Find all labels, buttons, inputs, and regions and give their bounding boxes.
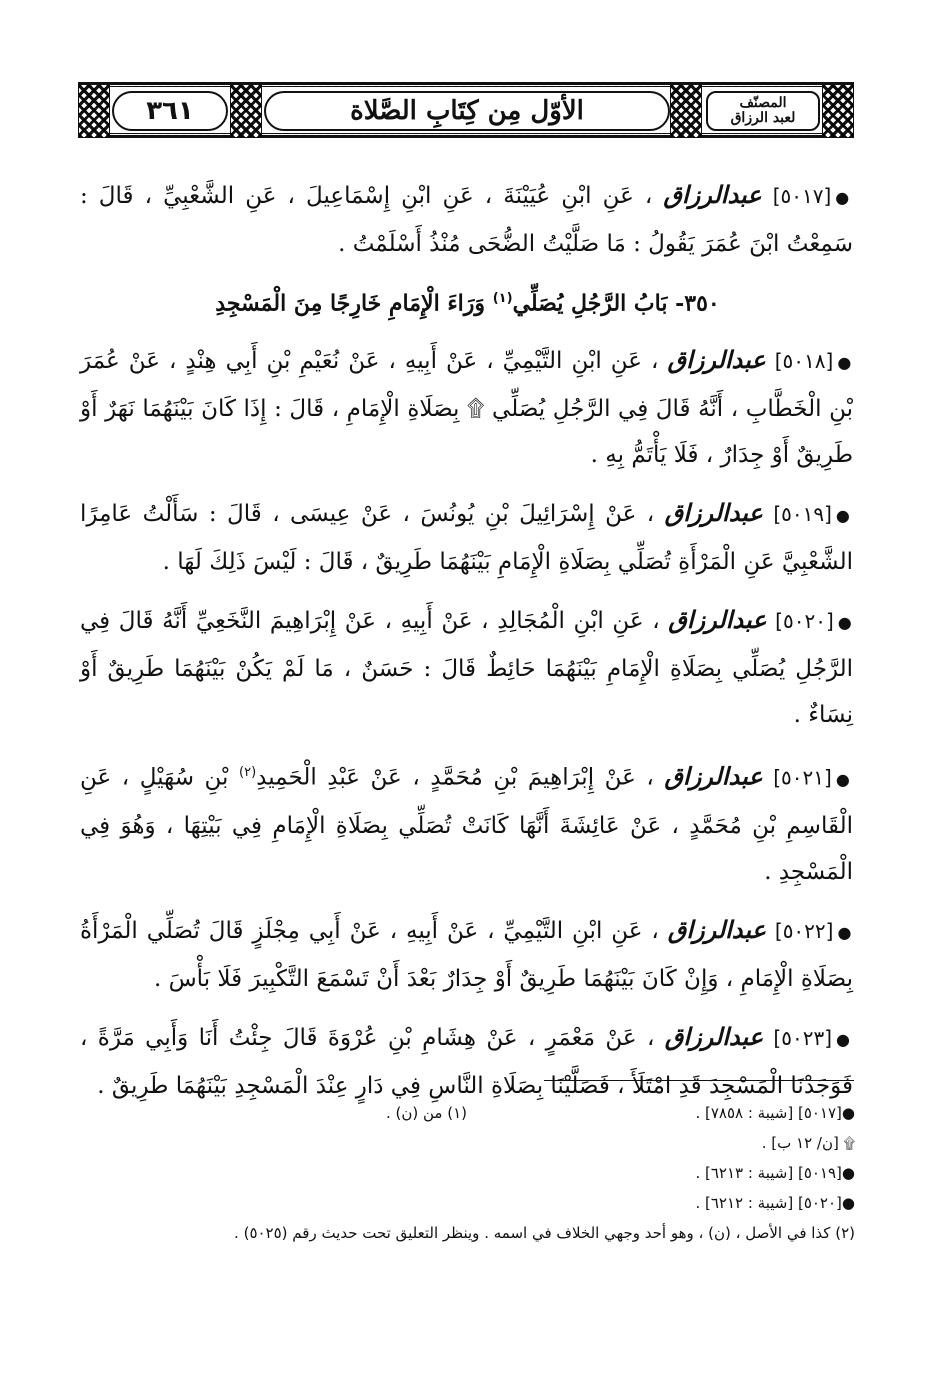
hadith-text: ، عَنِ ابْنِ التَّيْمِيِّ ، عَنْ أَبِيهِ ، عَنْ نُعَيْمِ بْنِ أَبِي هِنْدٍ ، عَنْ عُمَرَ بْنِ الْخَطَّابِ ، أَنَّهُ قَالَ فِي الرَّجُلِ يُصَلِّي ۩ بِصَلَاةِ الْإِمَامِ ، قَالَ : إِذَا كَانَ بَيْنَهُمَا نَهَرٌ أَوْ طَرِيقٌ أَوْ جِدَارٌ ، فَلَا يَأْتَمُّ بِهِ . <box>80 348 853 469</box>
footnotes <box>80 1098 855 1248</box>
ornament-knot-icon <box>78 84 110 138</box>
seal-line-1: المصنّف <box>739 95 787 111</box>
footnote-2: (٢) كذا في الأصل ، (ن) ، وهو أحد وجهي الخلاف في اسمه . وينظر التعليق تحت حديث رقم (٥٠٢٥) . <box>234 1224 855 1242</box>
footnote-separator <box>544 1080 854 1081</box>
hadith-entry <box>80 337 855 478</box>
footnote-marker: (١) <box>492 291 513 306</box>
narrator-name: عبدالرزاق <box>668 605 767 635</box>
hadith-number: [٥٠١٨] <box>774 349 834 374</box>
manuscript-folio-note: ۩ [ن/ ١٢ ب] . <box>761 1134 855 1152</box>
footnote-row <box>80 1098 855 1128</box>
page-number-cartouche <box>112 91 228 131</box>
hadith-entry <box>80 490 855 585</box>
chapter-title-part-1: بَابُ الرَّجُلِ يُصَلِّي <box>512 290 668 317</box>
main-text <box>80 172 855 1121</box>
hadith-text-part-2: بْنِ سُهَيْلٍ ، عَنِ الْقَاسِمِ بْنِ مُحَمَّدٍ ، عَنْ عَائِشَةَ أَنَّهَا كَانَتْ تُصَلِّي بِصَلَاةِ الْإِمَامِ فِي بَيْتِهَا ، وَهُوَ فِي الْمَسْجِدِ . <box>80 764 853 885</box>
running-title: الأوّل مِن كِتَابِ الصَّلاة <box>350 96 584 126</box>
hadith-text-part-1: ، عَنْ إِبْرَاهِيمَ بْنِ مُحَمَّدٍ ، عَنْ عَبْدِ الْحَمِيدِ <box>256 764 654 791</box>
footnote-row <box>80 1158 855 1188</box>
hadith-number: [٥٠١٧] <box>772 184 832 208</box>
footnote-row <box>80 1188 855 1218</box>
ornament-knot-icon <box>230 84 262 138</box>
chapter-number: ٣٥٠- <box>675 290 720 317</box>
footnote-1: (١) من (ن) . <box>385 1104 467 1122</box>
narrator-name: عبدالرزاق <box>664 1021 764 1051</box>
ornament-knot-icon <box>822 84 854 138</box>
bullet-icon: ● <box>835 506 853 526</box>
bullet-icon: ● <box>837 353 853 373</box>
footnote-source: [٥٠٢٠] [شيبة : ٦٢١٢] . <box>695 1194 842 1212</box>
seal-line-2: لعبد الرزاق <box>730 110 796 126</box>
hadith-entry <box>80 750 855 895</box>
footnote-source: [٥٠١٧] [شيبة : ٧٨٥٨] . <box>695 1104 842 1122</box>
page-number: ٣٦١ <box>146 96 194 126</box>
hadith-number: [٥٠١٩] <box>773 502 832 527</box>
hadith-entry <box>80 1014 855 1109</box>
footnote-source: [٥٠١٩] [شيبة : ٦٢١٣] . <box>695 1164 842 1182</box>
narrator-name: عبدالرزاق <box>664 498 763 528</box>
hadith-number: [٥٠٢٠] <box>775 609 834 634</box>
narrator-name: عبدالرزاق <box>664 761 763 791</box>
chapter-title-part-2: وَرَاءَ الْإِمَامِ خَارِجًا مِنَ الْمَسْجِدِ <box>215 290 486 317</box>
chapter-heading <box>80 279 855 323</box>
hadith-entry <box>80 907 855 1002</box>
ornament-knot-icon <box>670 84 702 138</box>
bullet-icon: ● <box>841 1164 855 1182</box>
bullet-icon: ● <box>841 1104 855 1122</box>
hadith-entry <box>80 597 855 738</box>
bullet-icon: ● <box>837 922 854 942</box>
page-header <box>78 82 854 138</box>
running-title-cartouche <box>264 91 670 131</box>
book-seal <box>706 91 820 131</box>
hadith-text: ، عَنِ ابْنِ عُيَيْنَةَ ، عَنِ ابْنِ إِسْمَاعِيلَ ، عَنِ الشَّعْبِيِّ ، قَالَ : سَمِعْتُ ابْنَ عُمَرَ يَقُولُ : مَا صَلَّيْتُ الضُّحَى مُنْذُ أَسْلَمْتُ . <box>80 183 853 257</box>
hadith-number: [٥٠٢٣] <box>773 1025 833 1050</box>
hadith-number: [٥٠٢٢] <box>774 918 834 943</box>
bullet-icon: ● <box>836 1029 854 1049</box>
hadith-text: ، عَنِ ابْنِ التَّيْمِيِّ ، عَنْ أَبِيهِ ، عَنْ أَبِي مِجْلَزٍ قَالَ تُصَلِّي الْمَرْأَةُ بِصَلَاةِ الْإِمَامِ ، وَإِنْ كَانَ بَيْنَهُمَا طَرِيقٌ أَوْ جِدَارٌ بَعْدَ أَنْ تَسْمَعَ التَّكْبِيرَ فَلَا بَأْسَ . <box>80 917 853 992</box>
narrator-name: عبدالرزاق <box>667 345 766 375</box>
hadith-text: ، عَنْ إِسْرَائِيلَ بْنِ يُونُسَ ، عَنْ عِيسَى ، قَالَ : سَأَلْتُ عَامِرًا الشَّعْبِيَّ عَنِ الْمَرْأَةِ تُصَلِّي بِصَلَاةِ الْإِمَامِ بَيْنَهُمَا طَرِيقٌ ، قَالَ : لَيْسَ ذَلِكَ لَهَا . <box>80 501 853 576</box>
bullet-icon: ● <box>837 613 854 633</box>
footnote-marker: (٢) <box>239 765 257 781</box>
hadith-text: ، عَنْ مَعْمَرٍ ، عَنْ هِشَامِ بْنِ عُرْوَةَ قَالَ جِئْتُ أَنَا وَأَبِي مَرَّةً ، فَوَجَدْنَا الْمَسْجِدَ قَدِ امْتَلَأَ ، فَصَلَّيْنَا بِصَلَاةِ النَّاسِ فِي دَارٍ عِنْدَ الْمَسْجِدِ بَيْنَهُمَا طَرِيقٌ . <box>80 1024 853 1099</box>
footnote-row <box>80 1128 855 1158</box>
hadith-text: ، عَنِ ابْنِ الْمُجَالِدِ ، عَنْ أَبِيهِ ، عَنْ إِبْرَاهِيمَ النَّخَعِيِّ أَنَّهُ قَالَ فِي الرَّجُلِ يُصَلِّي بِصَلَاةِ الْإِمَامِ بَيْنَهُمَا حَائِطٌ قَالَ : حَسَنٌ ، مَا لَمْ يَكُنْ بَيْنَهُمَا طَرِيقٌ أَوْ نِسَاءٌ . <box>80 608 853 729</box>
hadith-entry <box>80 172 855 267</box>
hadith-number: [٥٠٢١] <box>773 765 832 790</box>
narrator-name: عبدالرزاق <box>667 914 766 944</box>
bullet-icon: ● <box>841 1194 855 1212</box>
narrator-name: عبدالرزاق <box>663 180 762 209</box>
bullet-icon: ● <box>835 769 854 789</box>
bullet-icon: ● <box>835 188 853 207</box>
